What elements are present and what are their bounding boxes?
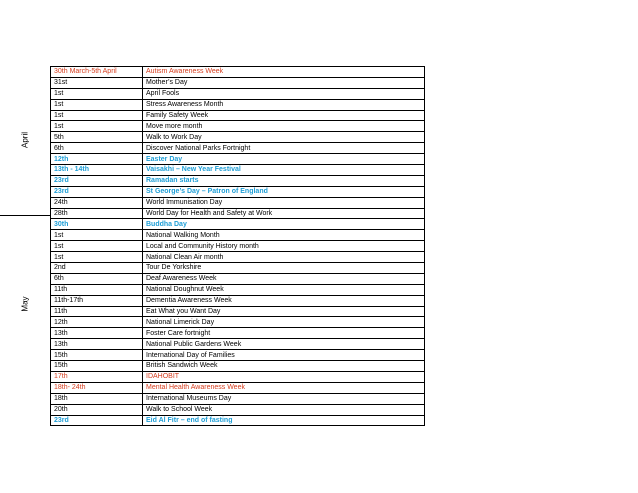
table-row [51, 317, 425, 328]
table-row [51, 219, 425, 230]
event-cell: Ramadan starts [143, 175, 425, 186]
table-row [51, 273, 425, 284]
table-row [51, 132, 425, 143]
event-cell: St George’s Day – Patron of England [143, 186, 425, 197]
date-cell: 2nd [51, 263, 143, 274]
date-cell: 20th [51, 404, 143, 415]
event-cell: Walk to School Week [143, 404, 425, 415]
date-cell: 24th [51, 197, 143, 208]
date-cell: 11th [51, 306, 143, 317]
date-cell: 15th [51, 361, 143, 372]
table-row [51, 393, 425, 404]
event-cell: IDAHOBIT [143, 371, 425, 382]
event-cell: International Museums Day [143, 393, 425, 404]
month-block-april [0, 66, 50, 215]
date-cell: 11th [51, 284, 143, 295]
date-cell: 23rd [51, 175, 143, 186]
table-row [51, 154, 425, 165]
date-cell: 31st [51, 77, 143, 88]
event-cell: Easter Day [143, 154, 425, 165]
date-cell: 13th [51, 339, 143, 350]
event-cell: Foster Care fortnight [143, 328, 425, 339]
table-row [51, 186, 425, 197]
date-cell: 1st [51, 99, 143, 110]
table-row [51, 382, 425, 393]
table-row [51, 208, 425, 219]
date-cell: 30th March-5th April [51, 67, 143, 78]
table-row [51, 371, 425, 382]
event-cell: National Limerick Day [143, 317, 425, 328]
month-block-may [0, 215, 50, 393]
date-cell: 11th-17th [51, 295, 143, 306]
date-cell: 18th- 24th [51, 382, 143, 393]
date-cell: 6th [51, 273, 143, 284]
table-row [51, 230, 425, 241]
table-row [51, 110, 425, 121]
event-cell: National Walking Month [143, 230, 425, 241]
event-cell: British Sandwich Week [143, 361, 425, 372]
date-cell: 18th [51, 393, 143, 404]
event-cell: Local and Community History month [143, 241, 425, 252]
table-row [51, 77, 425, 88]
event-cell: Eat What you Want Day [143, 306, 425, 317]
event-cell: Dementia Awareness Week [143, 295, 425, 306]
date-cell: 1st [51, 121, 143, 132]
table-row [51, 284, 425, 295]
table-row [51, 165, 425, 176]
date-cell: 12th [51, 317, 143, 328]
date-cell: 1st [51, 252, 143, 263]
event-cell: National Public Gardens Week [143, 339, 425, 350]
table-row [51, 404, 425, 415]
table-row [51, 143, 425, 154]
table-row [51, 67, 425, 78]
date-cell: 1st [51, 88, 143, 99]
event-cell: Move more month [143, 121, 425, 132]
date-cell: 15th [51, 350, 143, 361]
date-cell: 12th [51, 154, 143, 165]
event-cell: National Clean Air month [143, 252, 425, 263]
event-cell: Eid Al Fitr – end of fasting [143, 415, 425, 426]
event-cell: Family Safety Week [143, 110, 425, 121]
table-row [51, 175, 425, 186]
event-cell: Discover National Parks Fortnight [143, 143, 425, 154]
table-row [51, 241, 425, 252]
date-cell: 1st [51, 110, 143, 121]
table-row [51, 121, 425, 132]
table-row [51, 339, 425, 350]
month-label: April [20, 132, 30, 149]
month-divider [0, 215, 51, 216]
event-cell: World Day for Health and Safety at Work [143, 208, 425, 219]
date-cell: 28th [51, 208, 143, 219]
event-cell: World Immunisation Day [143, 197, 425, 208]
table-row [51, 415, 425, 426]
table-row [51, 295, 425, 306]
event-cell: Buddha Day [143, 219, 425, 230]
table-row [51, 252, 425, 263]
date-cell: 13th [51, 328, 143, 339]
date-cell: 23rd [51, 415, 143, 426]
table-row [51, 263, 425, 274]
table-row [51, 306, 425, 317]
date-cell: 13th - 14th [51, 165, 143, 176]
event-cell: Tour De Yorkshire [143, 263, 425, 274]
event-cell: Walk to Work Day [143, 132, 425, 143]
event-cell: Deaf Awareness Week [143, 273, 425, 284]
month-label: May [20, 296, 30, 312]
event-cell: Stress Awareness Month [143, 99, 425, 110]
date-cell: 1st [51, 230, 143, 241]
table-row [51, 197, 425, 208]
table-row [51, 361, 425, 372]
event-cell: National Doughnut Week [143, 284, 425, 295]
event-cell: Autism Awareness Week [143, 67, 425, 78]
date-cell: 30th [51, 219, 143, 230]
event-cell: Mother’s Day [143, 77, 425, 88]
event-cell: April Fools [143, 88, 425, 99]
date-cell: 1st [51, 241, 143, 252]
table-row [51, 88, 425, 99]
table-row [51, 350, 425, 361]
event-cell: Vaisakhi – New Year Festival [143, 165, 425, 176]
event-cell: Mental Health Awareness Week [143, 382, 425, 393]
date-cell: 6th [51, 143, 143, 154]
date-cell: 17th [51, 371, 143, 382]
table-row [51, 99, 425, 110]
event-cell: International Day of Families [143, 350, 425, 361]
date-cell: 23rd [51, 186, 143, 197]
date-cell: 5th [51, 132, 143, 143]
events-table [50, 66, 425, 426]
table-row [51, 328, 425, 339]
